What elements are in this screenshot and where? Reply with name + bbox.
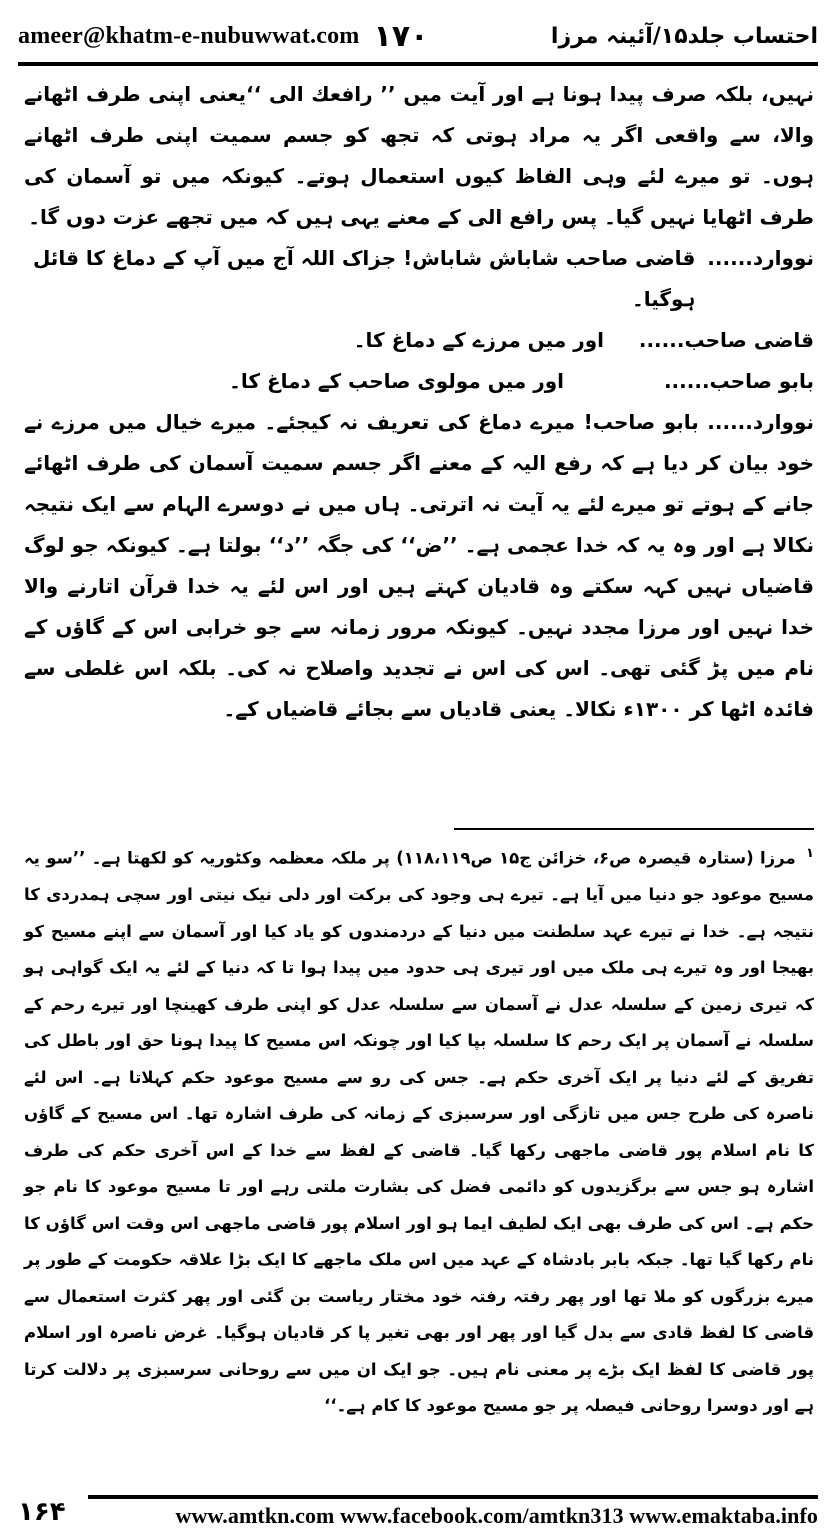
speech-babu: اور میں مولوی صاحب کے دماغ کا۔ (229, 369, 564, 393)
paragraph-1: نہیں، بلکہ صرف پیدا ہونا ہے اور آیت میں ’’ رافعك الی ‘‘یعنی اپنی طرف اٹھانے والا، سے واقعی اگر یہ مراد ہوتی کہ تجھ کو جسم سمیت اپنی طرف اٹھانے ہوں۔ تو میرے لئے وہی الفاظ کیوں استعمال ہوتے۔ کیونکہ میں تو آسمان کی طرف اٹھایا نہیں گیا۔ پس رافع الی کے معنے یہی ہیں کہ میں تجھے عزت دوں گا۔ (24, 82, 814, 229)
header-rule (18, 62, 818, 66)
footnote-marker: ۱ (806, 846, 814, 861)
footer-rule (88, 1495, 818, 1499)
header-book-title: احتساب جلد۱۵/آئینہ مرزا (550, 23, 818, 49)
speech-qazi: اور میں مرزے کے دماغ کا۔ (353, 328, 604, 352)
footer-links-block (88, 1495, 818, 1529)
footnote-text: مرزا (ستارہ قیصرہ ص۶، خزائن ج۱۵ ص۱۱۸،۱۱۹) پر ملکہ معظمہ وکٹوریہ کو لکھتا ہے۔ ’’سو یہ مسیح موعود جو دنیا میں آیا ہے۔ تیرے ہی وجود کی برکت اور دلی نیک نیتی اور سچی ہمدردی کا نتیجہ ہے۔ خدا نے تیرے عہد سلطنت میں دنیا کے دردمندوں کو یاد کیا اور آسمان سے اپنے مسیح کو بھیجا اور وہ تیرے ہی ملک میں اور تیری ہی حدود میں پیدا ہوا تا کہ دنیا کے لئے یہ ایک گواہی ہو کہ تیری زمین کے سلسلہ عدل نے آسمان سے سلسلہ عدل کو اپنی طرف کھینچا اور تیرے رحم کے سلسلہ نے آسمان پر ایک رحم کا سلسلہ بپا کیا اور چونکہ اس مسیح کا پیدا ہونا حق اور باطل کی تفریق کے لئے دنیا پر ایک آخری حکم ہے۔ جس کی رو سے مسیح موعود حکم کہلاتا ہے۔ اس لئے ناصرہ کی طرح جس میں تازگی اور سرسبزی کے زمانہ کی طرف اشارہ تھا۔ اس مسیح کے گاؤں کا نام اسلام پور قاضی ماجھی رکھا گیا۔ قاضی کے لفظ سے خدا کے اس آخری حکم کی طرف اشارہ ہو جس سے برگزیدوں کو دائمی فضل کی بشارت ملتی رہے اور تا مسیح موعود کا نام جو حکم ہے۔ اس کی طرف بھی ایک لطیف ایما ہو اور اسلام پور قاضی ماجھی اس وقت اس گاؤں کا نام رکھا گیا تھا۔ جبکہ بابر بادشاہ کے عہد میں اس ملک ماجھے کا ایک بڑا علاقہ حکومت کے طور پر میرے بزرگوں کو ملا تھا اور پھر رفتہ رفتہ خود مختار ریاست بن گئی اور پھر کثرت استعمال سے قاضی کا لفظ قادی سے بدل گیا اور پھر اور بھی تغیر پا کر قادیان ہوگیا۔ غرض ناصرہ اور اسلام پور قاضی کا لفظ ایک بڑے پر معنی نام ہیں۔ جو ایک ان میں سے روحانی سرسبزی پر دلالت کرتا ہے اور دوسرا روحانی فیصلہ پر جو مسیح موعود کا کام ہے۔‘‘ (24, 848, 814, 1415)
dialogue-line-qazi (24, 320, 814, 361)
page-header (18, 14, 818, 58)
header-left (18, 19, 428, 54)
footnote (24, 836, 814, 1425)
dialogue-line-babu (24, 361, 814, 402)
header-page-number: ۱۷۰ (373, 18, 429, 54)
page-footer (18, 1490, 818, 1534)
speech-nowarid: قاضی صاحب شاباش شاباش! جزاک اللہ آج میں آپ کے دماغ کا قائل ہوگیا۔ (32, 246, 696, 311)
paragraph-2: نووارد...... بابو صاحب! میرے دماغ کی تعریف نہ کیجئے۔ میرے خیال میں مرزے نے خود بیان کر دیا ہے کہ رفع الیہ کے معنے اگر جسم سمیت آسمان کی طرف اٹھائے جانے کے ہوتے تو میرے لئے یہ آیت نہ اترتی۔ ہاں میں نے دوسرے الہام سے ایک نتیجہ نکالا ہے اور وہ یہ کہ خدا عجمی ہے۔ ’’ض‘‘ کی جگہ ’’د‘‘ بولتا ہے۔ کیونکہ جو لوگ قاضیاں نہیں کہہ سکتے وہ قادیان کہتے ہیں اور اس لئے یہ خدا قرآن اتارنے والا خدا نہیں اور مرزا مجدد نہیں۔ کیونکہ مرور زمانہ سے جو خرابی اس کے گاؤں کے نام میں پڑ گئی تھی۔ اس کی اس نے تجدید واصلاح نہ کی۔ بلکہ اس غلطی سے فائدہ اٹھا کر ۱۳۰۰ء نکالا۔ یعنی قادیاں سے بجائے قاضیاں کے۔ (24, 410, 814, 721)
main-text (24, 74, 814, 730)
speaker-nowarid: نووارد...... (707, 246, 814, 270)
speaker-babu: بابو صاحب...... (663, 369, 814, 393)
footer-page-number: ۱۶۴ (18, 1497, 66, 1527)
dialogue-line-nowarid (24, 238, 814, 320)
header-email[interactable]: ameer@khatm-e-nubuwwat.com (18, 22, 360, 49)
footer-links[interactable]: www.amtkn.com www.facebook.com/amtkn313 www.emaktaba.info (175, 1503, 818, 1528)
footnote-rule (454, 828, 814, 830)
speaker-qazi: قاضی صاحب...... (638, 328, 814, 352)
